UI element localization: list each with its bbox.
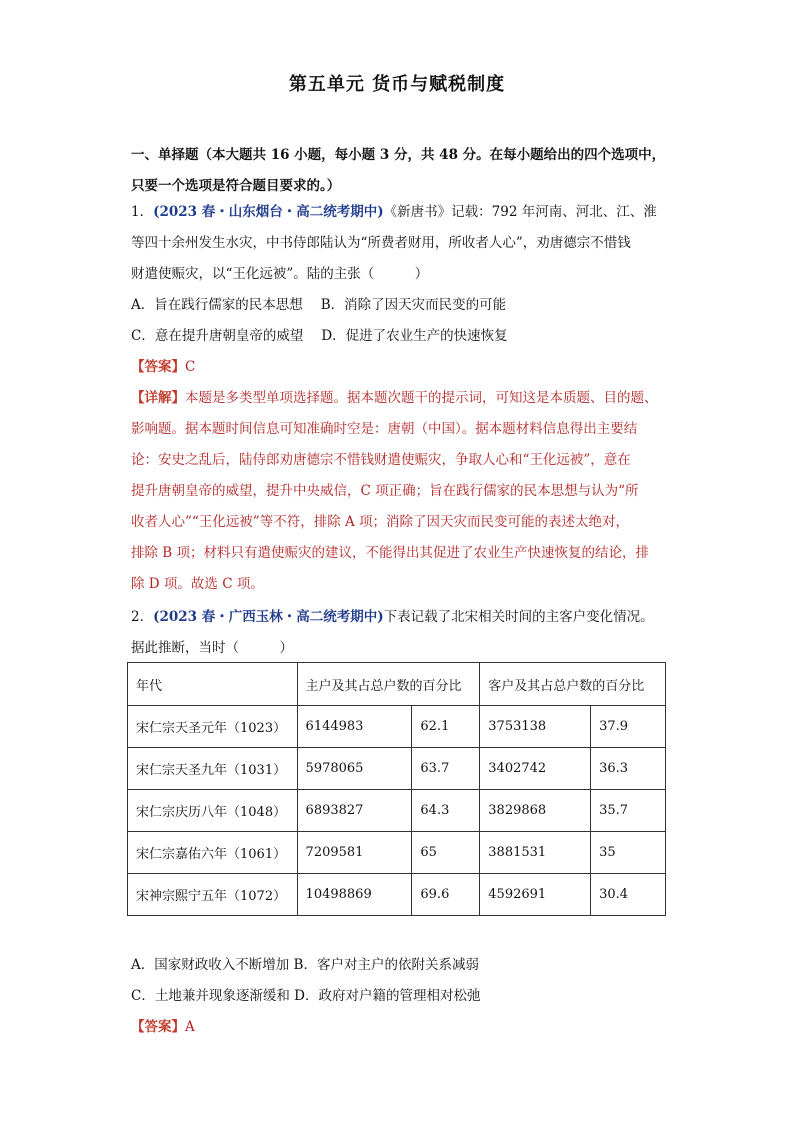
table-cell: 3753138 [480,706,591,748]
q1-options-row1 [131,290,671,321]
q1-detail-line4: 提升唐朝皇帝的威望，提升中央威信，C 项正确；旨在践行儒家的民本思想与认为“所 [131,483,639,499]
q2-answer-value: A [185,1019,195,1035]
table-cell: 62.1 [412,706,480,748]
q2-stem-line2: 据此推断，当时（ ） [131,640,293,656]
table-cell: 宋仁宗庆历八年（1048） [128,790,298,832]
q1-detail-line1 [131,383,671,414]
q2-option-c: C．土地兼并现象逐渐缓和 [131,988,290,1004]
q2-number: 2． [131,609,154,625]
table-header-row [128,663,666,706]
table-cell: 30.4 [591,874,666,916]
section-heading-line2: 只要一个选项是符合题目要求的。） [131,178,341,194]
q1-detail-line5: 收者人心”“王化远被”等不符，排除 A 项；消除了因天灾而民变可能的表述太绝对， [131,514,630,530]
q2-source: (2023 春・广西玉林・高二统考期中) [153,609,384,625]
table-cell: 6144983 [297,706,412,748]
table-cell: 5978065 [297,748,412,790]
question-2 [131,602,671,664]
q1-number: 1． [131,204,154,220]
table-row [128,832,666,874]
q2-answer [131,1012,671,1043]
q2-option-b: B．客户对主户的依附关系减弱 [293,957,479,973]
q1-stem-line3: 财遣使赈灾，以“王化远被”。陆的主张（ ） [131,266,429,282]
q2-stem-text1: 下表记载了北宋相关时间的主客户变化情况。 [383,609,654,625]
q2-option-a: A．国家财政收入不断增加 [131,957,290,973]
table-row [128,748,666,790]
q1-detail-line3: 论：安史之乱后，陆侍郎劝唐德宗不惜钱财遣使赈灾，争取人心和“王化远被”，意在 [131,452,631,468]
q1-detail-line2: 影响题。据本题时间信息可知准确时空是：唐朝（中国）。据本题材料信息得出主要结 [131,421,638,437]
table-row [128,790,666,832]
table-header-cell: 主户及其占总户数的百分比 [297,663,480,706]
q1-detail-line6: 排除 B 项；材料只有遣使赈灾的建议，不能得出其促进了农业生产快速恢复的结论，排 [131,545,650,561]
q1-source: (2023 春・山东烟台・高二统考期中) [153,204,384,220]
table-cell: 宋神宗熙宁五年（1072） [128,874,298,916]
table-cell: 6893827 [297,790,412,832]
q2-options [131,950,671,1043]
table-cell: 宋仁宗天圣元年（1023） [128,706,298,748]
q1-option-b: B．消除了因天灾而民变的可能 [320,297,507,313]
q1-option-c: C．意在提升唐朝皇帝的威望 [131,328,304,344]
table-cell: 35.7 [591,790,666,832]
q1-answer-label: 【答案】 [131,359,185,375]
table-cell: 7209581 [297,832,412,874]
table-cell: 3829868 [480,790,591,832]
table-cell: 10498869 [297,874,412,916]
table-header-cell: 年代 [128,663,298,706]
q1-options-row2 [131,321,671,352]
table-cell: 3402742 [480,748,591,790]
q1-option-d: D．促进了农业生产的快速恢复 [321,328,508,344]
question-1 [131,197,671,600]
q2-stem-line1 [131,602,671,633]
household-table [127,662,666,916]
table-cell: 64.3 [412,790,480,832]
q2-options-row1 [131,950,671,981]
q1-option-a: A．旨在践行儒家的民本思想 [131,297,303,313]
table-row [128,874,666,916]
table-cell: 37.9 [591,706,666,748]
q1-detail-line7: 除 D 项。故选 C 项。 [131,576,264,592]
q1-stem-text1: 《新唐书》记载：792 年河南、河北、江、淮 [383,204,657,220]
table-cell: 4592691 [480,874,591,916]
q2-options-row2 [131,981,671,1012]
q1-detail [131,383,671,600]
table-row [128,706,666,748]
table-cell: 宋仁宗嘉佑六年（1061） [128,832,298,874]
table-cell: 35 [591,832,666,874]
table-header-cell: 客户及其占总户数的百分比 [480,663,666,706]
q1-stem-line2: 等四十余州发生水灾，中书侍郎陆认为“所费者财用，所收者人心”，劝唐德宗不惜钱 [131,235,631,251]
table-cell: 宋仁宗天圣九年（1031） [128,748,298,790]
q1-detail-text1: 本题是多类型单项选择题。据本题次题干的提示词，可知这是本质题、目的题、 [185,390,658,406]
table-cell: 36.3 [591,748,666,790]
q2-answer-label: 【答案】 [131,1019,185,1035]
table-cell: 65 [412,832,480,874]
table-cell: 63.7 [412,748,480,790]
q1-answer-value: C [185,359,196,375]
table-cell: 3881531 [480,832,591,874]
page-title: 第五单元 货币与赋税制度 [288,74,506,95]
q2-option-d: D．政府对户籍的管理相对松弛 [294,988,481,1004]
section-heading-line1: 一、单择题（本大题共 16 小题，每小题 3 分，共 48 分。在每小题给出的四个选项中， [131,147,666,163]
section-heading [131,140,671,202]
table-cell: 69.6 [412,874,480,916]
q1-answer [131,352,671,383]
q1-detail-label: 【详解】 [131,390,185,406]
q1-stem-line1 [131,197,671,228]
